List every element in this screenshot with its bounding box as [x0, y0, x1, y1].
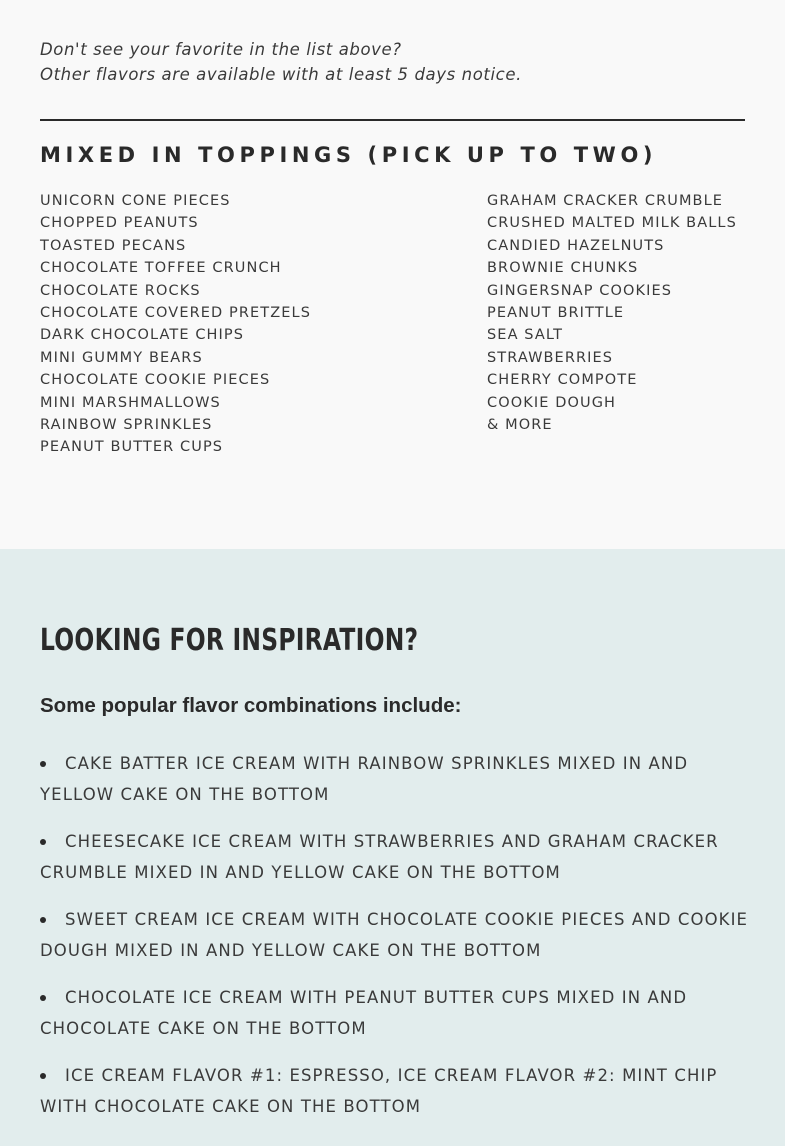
notice-line-2: Other flavors are available with at least 5 days notice. [40, 64, 522, 84]
combo-text: CAKE BATTER ICE CREAM WITH RAINBOW SPRINKLES MIXED IN AND YELLOW CAKE ON THE BOTTOM [40, 754, 689, 804]
topping-item: GINGERSNAP COOKIES [487, 282, 673, 299]
toppings-title: MIXED IN TOPPINGS (PICK UP TO TWO) [40, 143, 658, 167]
topping-item: CHOCOLATE TOFFEE CRUNCH [40, 260, 282, 277]
bullet-icon [40, 761, 46, 767]
flavor-combinations-list [40, 748, 750, 1138]
bullet-icon [40, 839, 46, 845]
toppings-list-left [40, 190, 311, 459]
topping-item: CRUSHED MALTED MILK BALLS [487, 215, 737, 232]
bullet-icon [40, 995, 46, 1001]
combo-text: CHOCOLATE ICE CREAM WITH PEANUT BUTTER CUPS MIXED IN AND CHOCOLATE CAKE ON THE BOTTOM [40, 988, 688, 1038]
bullet-icon [40, 1073, 46, 1079]
section-divider [40, 119, 745, 121]
custom-flavor-notice [40, 37, 740, 87]
notice-line-1: Don't see your favorite in the list above? [40, 39, 402, 59]
topping-item: & MORE [487, 417, 553, 434]
inspiration-section [0, 549, 785, 1146]
toppings-section [0, 0, 785, 549]
inspiration-title: LOOKING FOR INSPIRATION? [40, 623, 419, 658]
combo-item [40, 748, 750, 810]
topping-item: SEA SALT [487, 327, 564, 344]
topping-item: CHOCOLATE COVERED PRETZELS [40, 305, 312, 322]
topping-item: CHOCOLATE ROCKS [40, 282, 201, 299]
topping-item: STRAWBERRIES [487, 349, 614, 366]
bullet-icon [40, 917, 46, 923]
topping-item: PEANUT BRITTLE [487, 305, 625, 322]
topping-item: CHERRY COMPOTE [487, 372, 638, 389]
topping-item: MINI MARSHMALLOWS [40, 394, 221, 411]
topping-item: DARK CHOCOLATE CHIPS [40, 327, 245, 344]
combo-text: CHEESECAKE ICE CREAM WITH STRAWBERRIES AND GRAHAM CRACKER CRUMBLE MIXED IN AND YELLOW CAKE ON THE BOTTOM [40, 832, 719, 882]
topping-item: UNICORN CONE PIECES [40, 193, 231, 209]
combo-item [40, 982, 750, 1044]
topping-item: CHOPPED PEANUTS [40, 215, 199, 232]
topping-item: MINI GUMMY BEARS [40, 349, 203, 366]
topping-item: CHOCOLATE COOKIE PIECES [40, 372, 271, 389]
topping-item: GRAHAM CRACKER CRUMBLE [487, 193, 724, 209]
combo-item [40, 826, 750, 888]
topping-item: BROWNIE CHUNKS [487, 260, 639, 277]
combo-item [40, 904, 750, 966]
combo-text: ICE CREAM FLAVOR #1: ESPRESSO, ICE CREAM FLAVOR #2: MINT CHIP WITH CHOCOLATE CAKE ON THE BOTTOM [40, 1066, 718, 1116]
inspiration-subtitle: Some popular flavor combinations include: [40, 694, 462, 717]
combo-text: SWEET CREAM ICE CREAM WITH CHOCOLATE COOKIE PIECES AND COOKIE DOUGH MIXED IN AND YELLOW CAKE ON THE BOTTOM [40, 910, 749, 960]
combo-item [40, 1060, 750, 1122]
topping-item: PEANUT BUTTER CUPS [40, 439, 224, 456]
toppings-list-right [487, 190, 737, 436]
topping-item: TOASTED PECANS [40, 237, 187, 254]
topping-item: CANDIED HAZELNUTS [487, 237, 665, 254]
topping-item: COOKIE DOUGH [487, 394, 617, 411]
topping-item: RAINBOW SPRINKLES [40, 417, 213, 434]
